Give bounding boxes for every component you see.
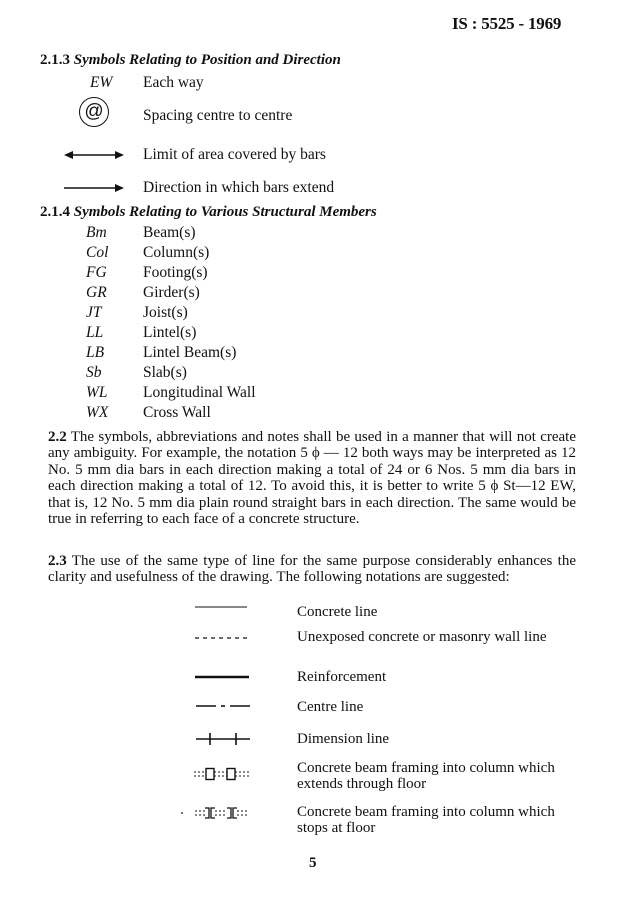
symbol-description: Footing(s) (143, 264, 208, 281)
symbol-sb: Sb (86, 364, 102, 381)
symbol-description: Cross Wall (143, 404, 211, 421)
notation-label: Centre line (297, 699, 364, 715)
notation-label: Concrete beam framing into column which stops at floor (297, 804, 555, 836)
section-2-1-4-heading (40, 204, 377, 221)
symbol-lb: LB (86, 344, 105, 361)
single-arrow-line-icon (64, 182, 124, 194)
symbol-description: Beam(s) (143, 224, 196, 241)
symbol-description: Each way (143, 74, 204, 91)
notation-label: Reinforcement (297, 669, 387, 685)
thin-solid-line-icon (195, 604, 247, 610)
beam-stops-column-icon (181, 806, 257, 820)
notation-label: Concrete line (297, 604, 378, 620)
notation-label: Concrete beam framing into column which extends through floor (297, 760, 555, 792)
symbol-ll: LL (86, 324, 104, 341)
paragraph-number: 2.2 (48, 429, 67, 445)
centre-line-icon (196, 703, 250, 709)
symbol-description: Direction in which bars extend (143, 179, 335, 196)
paragraph-number: 2.3 (48, 553, 67, 569)
symbol-col: Col (86, 244, 109, 261)
section-title: Symbols Relating to Various Structural Members (73, 204, 377, 220)
beam-through-column-icon (194, 767, 258, 781)
symbol-gr: GR (86, 284, 107, 301)
symbol-description: Joist(s) (143, 304, 188, 321)
double-arrow-line-icon (64, 149, 124, 161)
symbol-fg: FG (86, 264, 107, 281)
page-number: 5 (309, 855, 317, 871)
symbol-description: Lintel Beam(s) (143, 344, 237, 361)
thick-solid-line-icon (195, 674, 249, 680)
dashed-line-icon (195, 635, 249, 641)
symbol-description: Column(s) (143, 244, 210, 261)
symbol-description: Girder(s) (143, 284, 200, 301)
symbol-description: Spacing centre to centre (143, 107, 293, 124)
notation-label: Unexposed concrete or masonry wall line (297, 629, 547, 645)
symbol-wx: WX (86, 404, 109, 421)
paragraph-2-3 (48, 553, 576, 586)
symbol-description: Slab(s) (143, 364, 187, 381)
section-title: Symbols Relating to Position and Direction (73, 52, 341, 68)
symbol-bm: Bm (86, 224, 107, 241)
paragraph-text: The use of the same type of line for the same purpose considerably enhances the clarity and usefulness of the drawing. The following notations are suggested: (48, 553, 576, 586)
section-number: 2.1.4 (40, 204, 70, 220)
symbol-description: Lintel(s) (143, 324, 197, 341)
symbol-description: Limit of area covered by bars (143, 146, 326, 163)
section-2-1-3-heading (40, 52, 341, 69)
at-sign-symbol: @ (79, 97, 109, 127)
paragraph-2-2 (48, 429, 576, 527)
symbol-wl: WL (86, 384, 108, 401)
standard-number: IS : 5525 - 1969 (452, 14, 562, 33)
symbol-ew: EW (90, 74, 113, 91)
symbol-description: Longitudinal Wall (143, 384, 256, 401)
symbol-jt: JT (86, 304, 102, 321)
paragraph-text: The symbols, abbreviations and notes shall be used in a manner that will not create any ambiguity. For example, the notation 5 ϕ — 12 both ways may be interpreted as 12 No. 5 mm dia bars in each direction making a total of 24 or 6 Nos. 5 mm dia bars in each direction making a total of 12. To avoid this, it is better to write 5 ϕ St—12 EW, that is, 12 No. 5 mm dia plain round straight bars in each direction. The same would be true in referring to each face of a concrete structure. (48, 429, 576, 528)
dimension-line-icon (196, 732, 250, 746)
section-number: 2.1.3 (40, 52, 70, 68)
notation-label: Dimension line (297, 731, 390, 747)
